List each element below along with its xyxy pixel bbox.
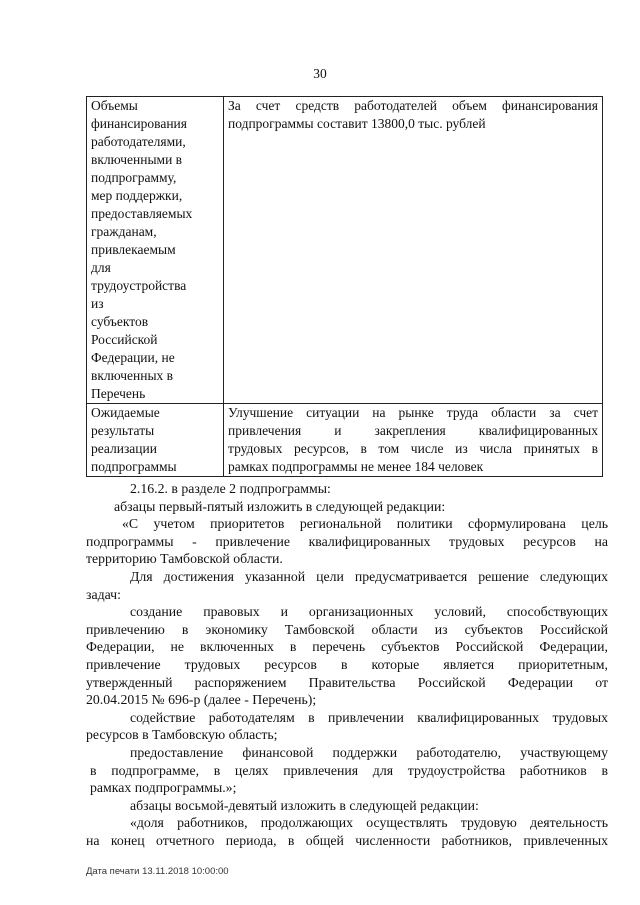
label-line: предоставляемых [91, 206, 193, 221]
label-line: Ожидаемые [91, 405, 160, 420]
paragraph-line: создание правовых и организационных условий, способствующих [130, 604, 608, 620]
label-line: Федерации, не [91, 350, 175, 365]
paragraph-line: на конец отчетного периода, в общей численности работников, привлеченных [86, 832, 608, 848]
label-line: Российской [91, 332, 158, 347]
paragraph-line: задач: [86, 586, 121, 602]
label-line: подпрограмму, [91, 170, 177, 185]
paragraph-line: привлечение трудовых ресурсов в которые является приоритетным, [86, 656, 608, 672]
paragraph-line: привлечению в экономику Тамбовской области из субъектов Российской [86, 621, 608, 637]
paragraph: абзацы восьмой-девятый изложить в следующей редакции: [130, 797, 479, 813]
table-row [87, 97, 603, 404]
value-line: Улучшение ситуации на рынке труда области за счет [228, 405, 598, 420]
row-value-cell [224, 404, 603, 477]
label-line: гражданам, [91, 224, 157, 239]
table-row [87, 404, 603, 477]
paragraph-line: рамках подпрограммы.»; [90, 780, 237, 796]
paragraph-line: в подпрограмме, в целях привлечения для трудоустройства работников в [90, 762, 608, 778]
label-line: включенных в [91, 368, 174, 383]
page-number: 30 [313, 66, 327, 81]
paragraph-line: 20.04.2015 № 696-р (далее - Перечень); [86, 692, 317, 708]
label-line: финансирования [91, 116, 187, 131]
label-line: субъектов [91, 314, 149, 329]
print-date-footer: Дата печати 13.11.2018 10:00:00 [86, 866, 229, 877]
label-line: работодателями, [91, 134, 186, 149]
row-label-cell [87, 404, 224, 477]
paragraph-line: подпрограммы - привлечение квалифицированных трудовых ресурсов на [86, 533, 608, 549]
paragraph-line: ресурсов в Тамбовскую область; [86, 727, 278, 743]
row-value-cell [224, 97, 603, 404]
body-text [86, 480, 608, 849]
label-line: из [91, 296, 104, 311]
label-line: привлекаемым [91, 242, 176, 257]
paragraph-line: Федерации, не включенных в перечень субъектов Российской Федерации, [86, 639, 608, 655]
value-line: подпрограммы составит 13800,0 тыс. рублей [228, 116, 486, 131]
value-line: За счет средств работодателей объем финансирования [228, 98, 598, 113]
paragraph-line: «доля работников, продолжающих осуществлять трудовую деятельность [130, 815, 608, 831]
label-line: включенными в [91, 152, 183, 167]
paragraph-line: содействие работодателям в привлечении квалифицированных трудовых [130, 709, 608, 725]
paragraph-line: утвержденный распоряжением Правительства Российской Федерации от [86, 674, 608, 690]
label-line: мер поддержки, [91, 188, 183, 203]
label-line: Объемы [91, 98, 138, 113]
passport-table [86, 96, 603, 477]
label-line: подпрограммы [91, 459, 177, 474]
label-line: трудоустройства [91, 278, 187, 293]
row-label-cell [87, 97, 224, 404]
value-line: привлечения и закрепления квалифицированных [228, 423, 598, 438]
label-line: для [91, 260, 111, 275]
label-line: результаты [91, 423, 155, 438]
label-line: реализации [91, 441, 157, 456]
paragraph: 2.16.2. в разделе 2 подпрограммы: [130, 481, 331, 496]
paragraph-line: «С учетом приоритетов региональной политики сформулирована цель [122, 516, 608, 532]
label-line: Перечень [91, 386, 146, 401]
paragraph-line: предоставление финансовой поддержки работодателю, участвующему [130, 744, 608, 760]
paragraph-line: территорию Тамбовской области. [86, 551, 283, 567]
value-line: трудовых ресурсов, в том числе из числа принятых в [228, 441, 598, 456]
paragraph-line: Для достижения указанной цели предусматривается решение следующих [130, 568, 608, 584]
paragraph: абзацы первый-пятый изложить в следующей редакции: [114, 498, 446, 514]
value-line: рамках подпрограммы не менее 184 человек [228, 459, 484, 474]
